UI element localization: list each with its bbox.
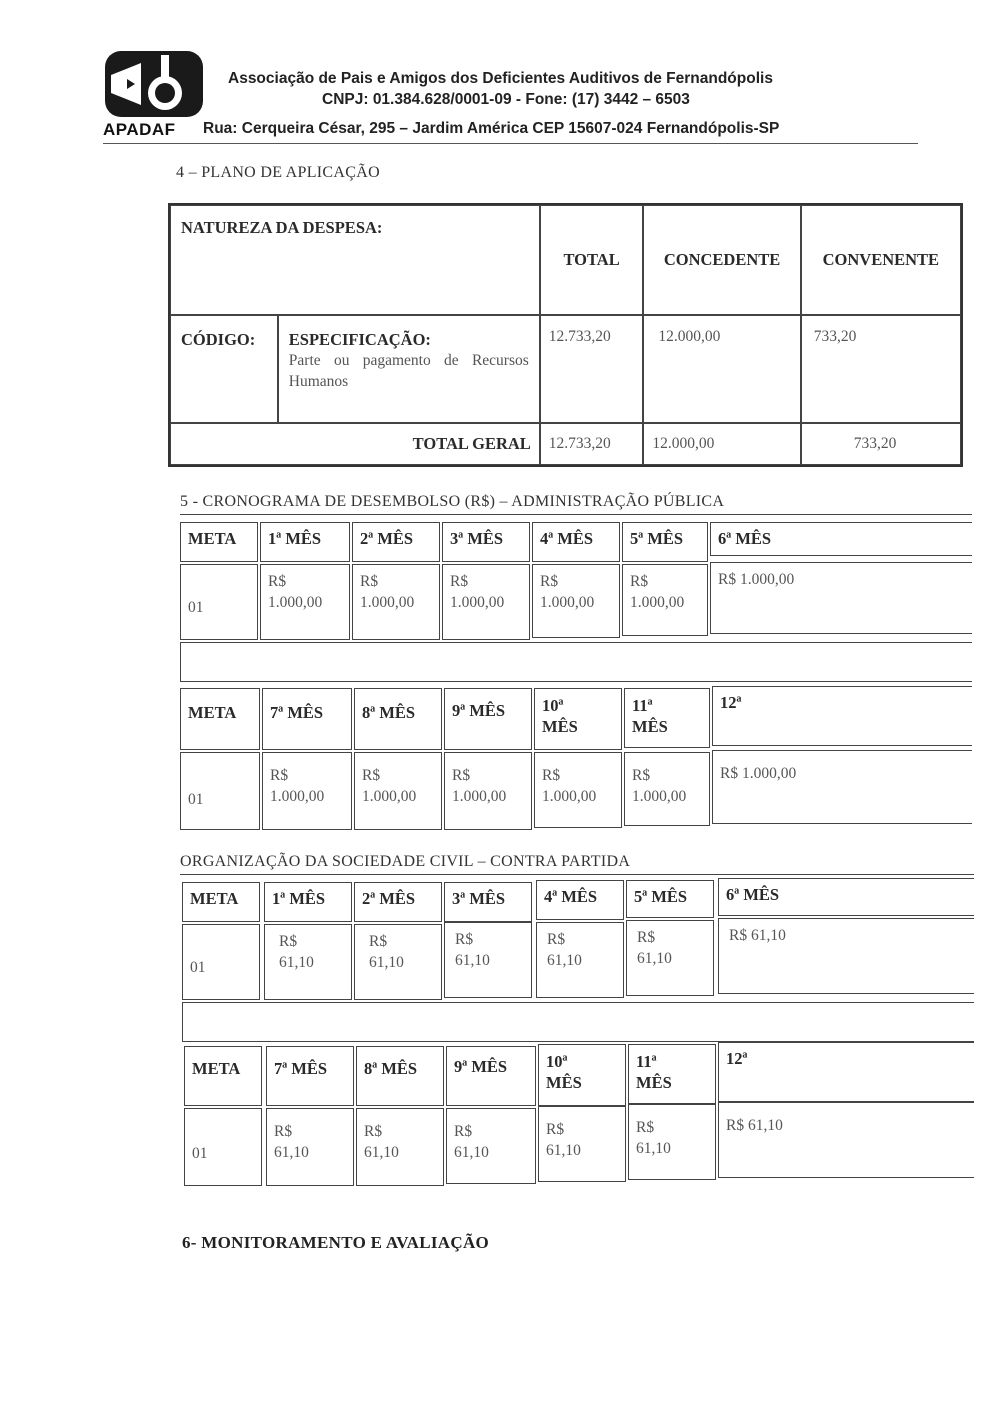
month-6-value: R$ 1.000,00: [710, 562, 972, 634]
osc-month-10-value: R$ 61,10: [538, 1106, 626, 1182]
row-convenente-value: 733,20: [813, 328, 857, 345]
total-geral-label-cell: [170, 423, 540, 465]
tg-concedente-value: 12.000,00: [652, 435, 715, 452]
tg-concedente-cell: [643, 423, 800, 465]
osc-month-10-header: 10ª MÊS: [538, 1044, 626, 1106]
meta-value: 01: [180, 564, 258, 640]
convenente-header-cell: [801, 205, 961, 315]
month-12-value: R$ 1.000,00: [712, 750, 972, 824]
osc-meta-header-2: META: [184, 1046, 262, 1106]
month-1-header: 1ª MÊS: [260, 522, 350, 562]
convenente-header: CONVENENTE: [822, 250, 940, 269]
osc-month-9-header: 9ª MÊS: [446, 1046, 536, 1106]
tg-convenente-value: 733,20: [853, 435, 897, 452]
osc-top-rule: [180, 874, 974, 875]
month-2-value: R$ 1.000,00: [352, 564, 440, 640]
month-5-value: R$ 1.000,00: [622, 564, 708, 636]
especificacao-label: ESPECIFICAÇÃO:: [288, 330, 431, 349]
tg-total-value: 12.733,20: [548, 435, 611, 452]
month-6-header: 6ª MÊS: [710, 522, 972, 556]
month-10-value: R$ 1.000,00: [534, 752, 622, 828]
osc-month-7-value: R$ 61,10: [266, 1108, 354, 1186]
tg-convenente-cell: [801, 423, 961, 465]
row-total-value: 12.733,20: [548, 328, 611, 345]
codigo-label: CÓDIGO:: [181, 330, 256, 349]
address: Rua: Cerqueira César, 295 – Jardim América CEP 15607-024 Fernandópolis-SP: [203, 120, 780, 137]
section-4-title: 4 – PLANO DE APLICAÇÃO: [176, 164, 380, 181]
header-divider: [103, 143, 918, 144]
osc-month-3-header: 3ª MÊS: [444, 882, 532, 922]
osc-month-12-header: 12ª: [718, 1042, 974, 1102]
row-total-cell: [540, 315, 644, 423]
plano-aplicacao-table: [168, 203, 963, 467]
month-4-value: R$ 1.000,00: [532, 564, 620, 638]
osc-meta-value: 01: [182, 924, 260, 1000]
osc-month-2-value: R$ 61,10: [354, 924, 442, 1000]
month-2-header: 2ª MÊS: [352, 522, 440, 562]
concedente-header-cell: [643, 205, 800, 315]
osc-month-6-value: R$ 61,10: [718, 918, 974, 994]
osc-month-1-header: 1ª MÊS: [264, 882, 352, 922]
meta-header-2: META: [180, 688, 260, 750]
row-concedente-cell: [643, 315, 800, 423]
osc-month-8-value: R$ 61,10: [356, 1108, 444, 1186]
month-11-value: R$ 1.000,00: [624, 752, 710, 826]
osc-month-9-value: R$ 61,10: [446, 1108, 536, 1184]
association-name: Associação de Pais e Amigos dos Deficientes Auditivos de Fernandópolis: [228, 70, 773, 87]
codigo-cell: [170, 315, 278, 423]
month-1-value: R$ 1.000,00: [260, 564, 350, 640]
osc-month-11-value: R$ 61,10: [628, 1104, 716, 1180]
month-7-value: R$ 1.000,00: [262, 752, 352, 830]
section-6-title: 6- MONITORAMENTO E AVALIAÇÃO: [182, 1233, 490, 1252]
row-concedente-value: 12.000,00: [658, 328, 721, 345]
section-5-title: 5 - CRONOGRAMA DE DESEMBOLSO (R$) – ADMINISTRAÇÃO PÚBLICA: [180, 493, 725, 510]
concedente-header: CONCEDENTE: [663, 250, 781, 269]
cnpj-phone: CNPJ: 01.384.628/0001-09 - Fone: (17) 3442 – 6503: [322, 91, 690, 108]
apadaf-logo: [103, 49, 205, 119]
osc-month-4-value: R$ 61,10: [536, 922, 624, 998]
month-11-header: 11ª MÊS: [624, 688, 710, 748]
osc-month-12-value: R$ 61,10: [718, 1102, 974, 1178]
month-9-header: 9ª MÊS: [444, 688, 532, 750]
osc-month-8-header: 8ª MÊS: [356, 1046, 444, 1106]
meta-header: META: [180, 522, 258, 562]
osc-month-2-header: 2ª MÊS: [354, 882, 442, 922]
natureza-despesa-label: NATUREZA DA DESPESA:: [181, 218, 383, 237]
logo-text: APADAF: [103, 120, 176, 139]
total-header-cell: [540, 205, 644, 315]
month-8-header: 8ª MÊS: [354, 688, 442, 750]
month-12-header: 12ª: [712, 686, 972, 746]
month-3-value: R$ 1.000,00: [442, 564, 530, 640]
month-5-header: 5ª MÊS: [622, 522, 708, 562]
osc-spacer-row: [182, 1002, 974, 1042]
natureza-despesa-cell: [170, 205, 540, 315]
osc-month-7-header: 7ª MÊS: [266, 1046, 354, 1106]
meta-value-2: 01: [180, 752, 260, 830]
osc-month-6-header: 6ª MÊS: [718, 878, 974, 916]
month-8-value: R$ 1.000,00: [354, 752, 442, 830]
osc-meta-value-2: 01: [184, 1108, 262, 1186]
osc-month-5-value: R$ 61,10: [626, 920, 714, 996]
especificacao-text: Parte ou pagamento de Recursos Humanos: [288, 352, 529, 390]
month-4-header: 4ª MÊS: [532, 522, 620, 562]
section-5-top-rule: [180, 514, 972, 515]
osc-month-1-value: R$ 61,10: [264, 924, 352, 1000]
total-header: TOTAL: [563, 250, 620, 269]
especificacao-cell: [278, 315, 540, 423]
osc-month-4-header: 4ª MÊS: [536, 880, 624, 920]
osc-meta-header: META: [182, 882, 260, 922]
spacer-row: [180, 642, 972, 682]
osc-month-5-header: 5ª MÊS: [626, 880, 714, 918]
month-10-header: 10ª MÊS: [534, 688, 622, 750]
total-geral-label: TOTAL GERAL: [412, 434, 531, 453]
tg-total-cell: [540, 423, 644, 465]
osc-month-3-value: R$ 61,10: [444, 922, 532, 998]
osc-month-11-header: 11ª MÊS: [628, 1044, 716, 1104]
month-7-header: 7ª MÊS: [262, 688, 352, 750]
row-convenente-cell: [801, 315, 961, 423]
osc-title: ORGANIZAÇÃO DA SOCIEDADE CIVIL – CONTRA PARTIDA: [180, 853, 631, 870]
month-9-value: R$ 1.000,00: [444, 752, 532, 830]
month-3-header: 3ª MÊS: [442, 522, 530, 562]
